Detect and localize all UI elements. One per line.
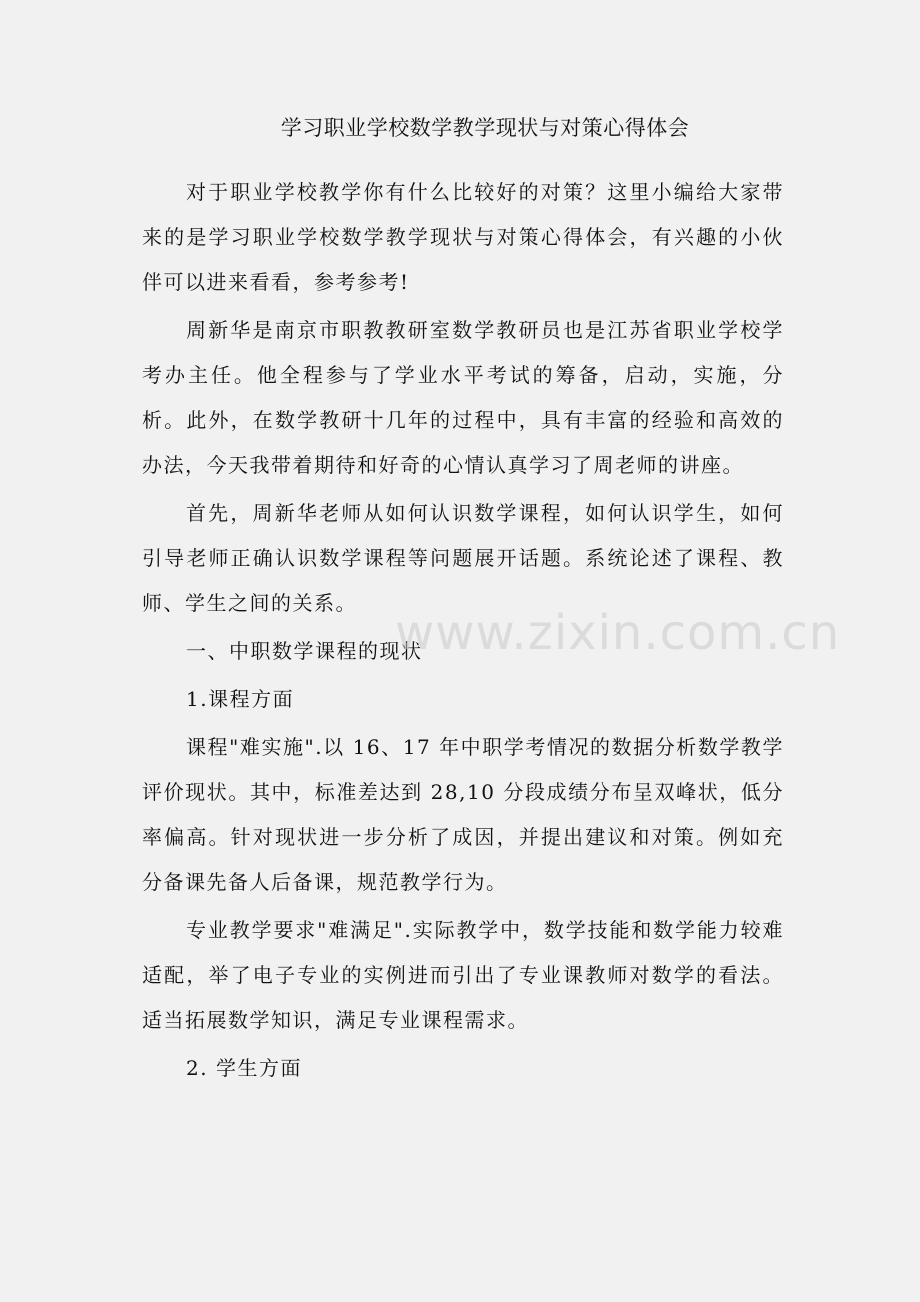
document-title: 学习职业学校数学教学现状与对策心得体会 <box>280 116 690 140</box>
paragraph-course-difficulty: 课程"难实施".以 16、17 年中职学考情况的数据分析数学教学评价现状。其中，标准差达到 28,10 分段成绩分布呈双峰状，低分率偏高。针对现状进一步分析了成因，并提出建议和对策。例如充分备课先备人后备课，规范教学行为。 <box>142 735 784 894</box>
subsection-heading-students: 2. 学生方面 <box>186 1056 302 1080</box>
paragraph-intro: 对于职业学校教学你有什么比较好的对策？这里小编给大家带来的是学习职业学校数学教学现状与对策心得体会，有兴趣的小伙伴可以进来看看，参考参考! <box>142 180 784 294</box>
section-heading: 一、中职数学课程的现状 <box>186 639 423 663</box>
paragraph-zhou-background: 周新华是南京市职教教研室数学教研员也是江苏省职业学校学考办主任。他全程参与了学业水平考试的筹备，启动，实施，分析。此外，在数学教研十几年的过程中，具有丰富的经验和高效的办法，今天我带着期待和好奇的心情认真学习了周老师的讲座。 <box>142 318 784 477</box>
document-body <box>142 170 784 1094</box>
subsection-heading-course: 1.课程方面 <box>186 687 295 711</box>
paragraph-first-topic: 首先，周新华老师从如何认识数学课程，如何认识学生，如何引导老师正确认识数学课程等问题展开话题。系统论述了课程、教师、学生之间的关系。 <box>142 501 784 615</box>
paragraph-professional-requirements: 专业教学要求"难满足".实际教学中，数学技能和数学能力较难适配，举了电子专业的实例进而引出了专业课教师对数学的看法。适当拓展数学知识，满足专业课程需求。 <box>142 918 784 1032</box>
watermark: www.zixin.com.cn <box>395 605 841 661</box>
